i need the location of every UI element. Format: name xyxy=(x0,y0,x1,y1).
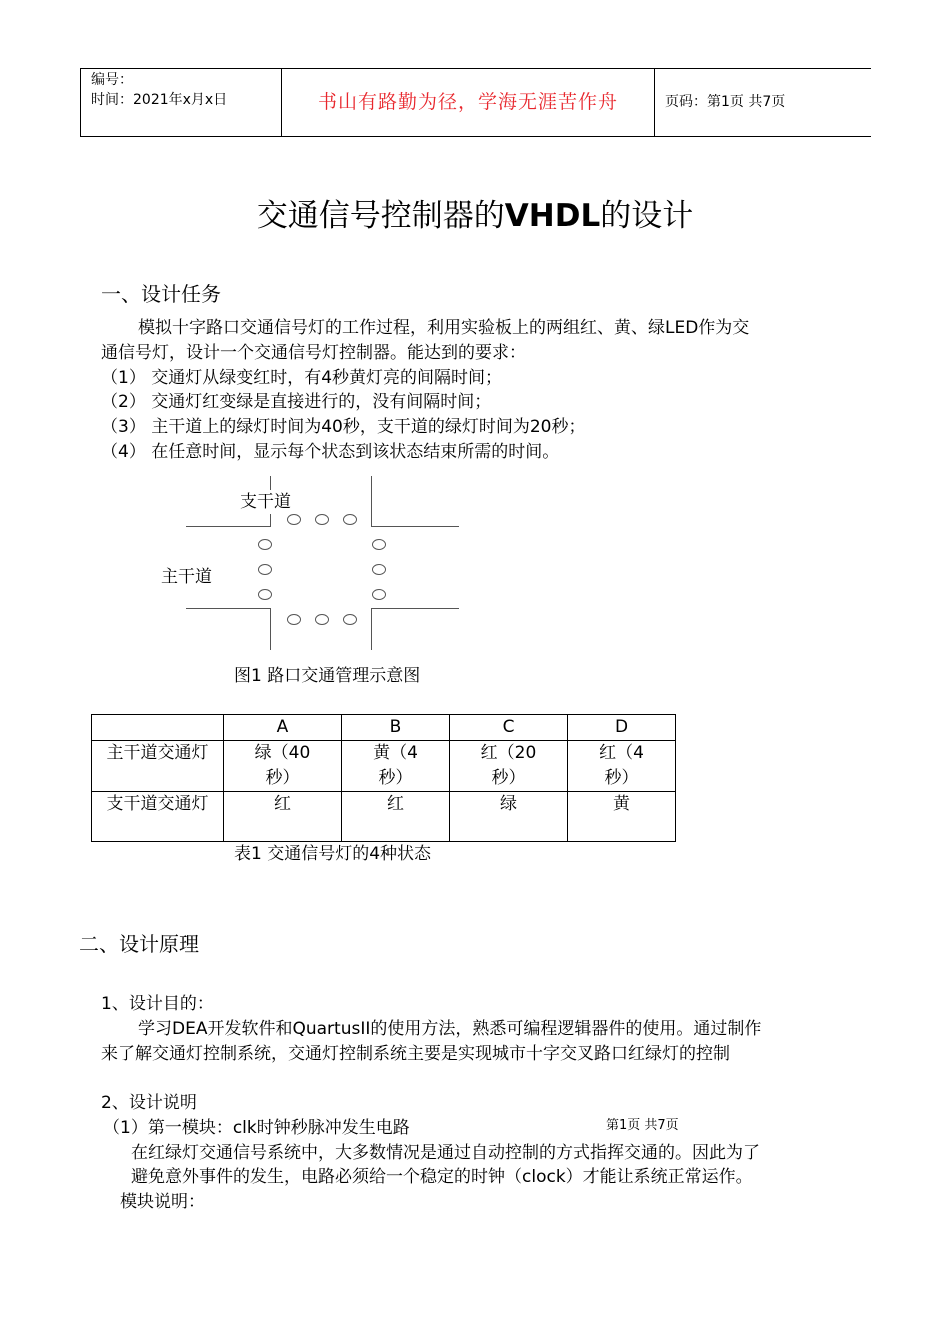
table-cell: 黄（4秒） xyxy=(342,741,450,792)
road-line xyxy=(371,476,372,527)
intro-line2: 通信号灯，设计一个交通信号灯控制器。能达到的要求： xyxy=(101,343,526,363)
signal-lamp xyxy=(258,589,272,600)
header-box xyxy=(80,68,871,137)
table-caption: 表1 交通信号灯的4种状态 xyxy=(234,844,432,864)
table-cell: 支干道交通灯 xyxy=(92,792,224,842)
purpose-line2: 来了解交通灯控制系统，交通灯控制系统主要是实现城市十字交叉路口红绿灯的控制 xyxy=(101,1044,730,1064)
motto: 书山有路勤为径，学海无涯苦作舟 xyxy=(317,91,618,113)
requirement-2: （2） 交通灯红变绿是直接进行的，没有间隔时间； xyxy=(101,392,492,412)
table-row xyxy=(92,792,676,842)
signal-lamp xyxy=(372,589,386,600)
table-cell: 红 xyxy=(342,792,450,842)
title-prefix: 交通信号控制器的 xyxy=(256,198,505,234)
table-header-cell xyxy=(92,715,224,741)
signal-lamp xyxy=(343,614,357,625)
road-line xyxy=(371,608,372,650)
module1-line2: 避免意外事件的发生，电路必须给一个稳定的时钟（clock）才能让系统正常运作。 xyxy=(131,1167,753,1187)
signal-lamp xyxy=(372,539,386,550)
table-header-cell: D xyxy=(568,715,676,741)
header-meta-cell xyxy=(81,69,282,136)
title-bold: VHDL xyxy=(504,198,601,234)
table-cell: 红（20秒） xyxy=(450,741,568,792)
figure-caption: 图1 路口交通管理示意图 xyxy=(234,666,421,686)
module-note: 模块说明： xyxy=(120,1192,205,1212)
header-page-cell xyxy=(655,69,871,136)
table-cell: 绿 xyxy=(450,792,568,842)
signal-lamp xyxy=(258,564,272,575)
table-cell: 红 xyxy=(224,792,342,842)
serial-label: 编号： xyxy=(91,72,133,88)
header-motto-cell xyxy=(282,69,655,136)
road-line xyxy=(371,526,459,527)
road-line xyxy=(371,608,459,609)
main-road-label: 主干道 xyxy=(161,567,212,587)
purpose-title: 1、设计目的： xyxy=(101,994,214,1014)
intro-line1: 模拟十字路口交通信号灯的工作过程，利用实验板上的两组红、黄、绿LED作为交 xyxy=(138,318,750,338)
signal-lamp xyxy=(315,614,329,625)
table-row xyxy=(92,741,676,792)
requirement-4: （4） 在任意时间，显示每个状态到该状态结束所需的时间。 xyxy=(101,442,560,462)
page-label: 页码：第1页 共7页 xyxy=(665,94,786,110)
section2-heading: 二、设计原理 xyxy=(79,932,199,956)
table-cell: 主干道交通灯 xyxy=(92,741,224,792)
module1-line1: 在红绿灯交通信号系统中，大多数情况是通过自动控制的方式指挥交通的。因此为了 xyxy=(131,1143,760,1163)
road-line xyxy=(186,526,271,527)
table-header-cell: C xyxy=(450,715,568,741)
title-suffix: 的设计 xyxy=(600,198,694,234)
table-header-row xyxy=(92,715,676,741)
table-cell: 绿（40秒） xyxy=(224,741,342,792)
signal-lamp xyxy=(287,614,301,625)
purpose-line1: 学习DEA开发软件和QuartusII的使用方法，熟悉可编程逻辑器件的使用。通过制作 xyxy=(138,1019,762,1039)
table-cell: 黄 xyxy=(568,792,676,842)
branch-road-label: 支干道 xyxy=(240,492,291,512)
road-line xyxy=(270,608,271,650)
time-label: 时间：2021年x月x日 xyxy=(91,92,228,108)
signal-lamp xyxy=(287,514,301,525)
road-line xyxy=(186,608,271,609)
state-table xyxy=(91,714,676,842)
requirement-1: （1） 交通灯从绿变红时，有4秒黄灯亮的间隔时间； xyxy=(101,368,503,388)
table-header-cell: B xyxy=(342,715,450,741)
signal-lamp xyxy=(258,539,272,550)
page-title xyxy=(0,190,950,235)
table-cell: 红（4秒） xyxy=(568,741,676,792)
signal-lamp xyxy=(343,514,357,525)
signal-lamp xyxy=(315,514,329,525)
table-header-cell: A xyxy=(224,715,342,741)
signal-lamp xyxy=(372,564,386,575)
requirement-3: （3） 主干道上的绿灯时间为40秒，支干道的绿灯时间为20秒； xyxy=(101,417,586,437)
section1-heading: 一、设计任务 xyxy=(101,282,221,306)
module1-title: （1）第一模块：clk时钟秒脉冲发生电路 xyxy=(103,1118,410,1138)
design-desc-title: 2、设计说明 xyxy=(101,1093,197,1113)
footer-page-number: 第1页 共7页 xyxy=(606,1118,679,1133)
